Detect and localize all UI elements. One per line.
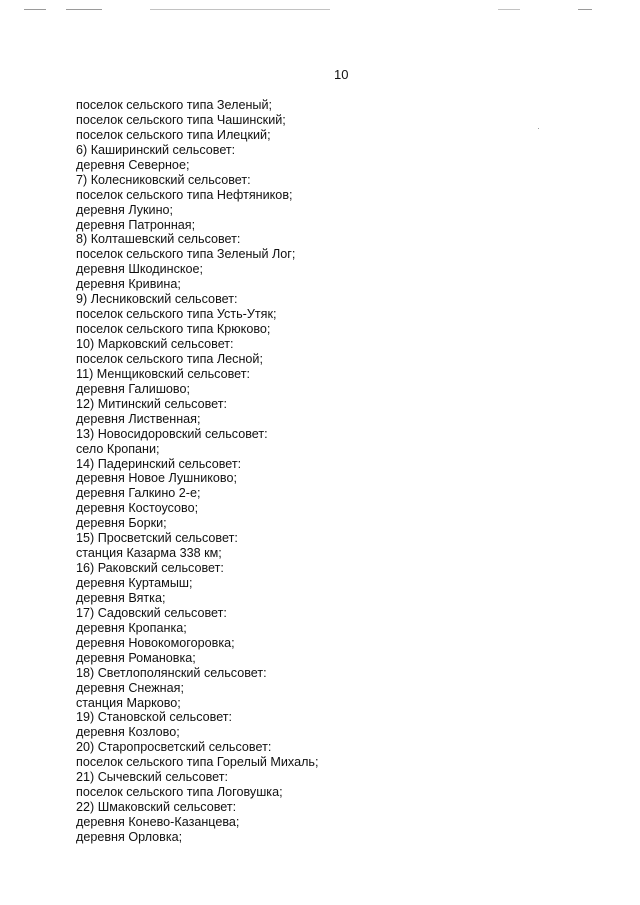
- text-line: 7) Колесниковский сельсовет:: [76, 172, 251, 187]
- text-line: 17) Садовский сельсовет:: [76, 605, 227, 620]
- text-line: 16) Раковский сельсовет:: [76, 561, 224, 576]
- text-line: 18) Светлополянский сельсовет:: [76, 665, 267, 680]
- text-line: деревня Северное;: [76, 157, 190, 172]
- text-line: деревня Новокомогоровка;: [76, 635, 235, 650]
- text-line: 13) Новосидоровский сельсовет:: [76, 426, 268, 441]
- text-line: поселок сельского типа Горелый Михаль;: [76, 755, 319, 770]
- text-line: 21) Сычевский сельсовет:: [76, 770, 228, 785]
- text-line: деревня Конево-Казанцева;: [76, 815, 240, 829]
- text-line: станция Казарма 338 км;: [76, 546, 222, 561]
- text-line: 22) Шмаковский сельсовет:: [76, 800, 237, 815]
- text-line: поселок сельского типа Логовушка;: [76, 785, 283, 800]
- text-line: деревня Галишово;: [76, 381, 190, 396]
- text-line: деревня Кривина;: [76, 277, 181, 292]
- text-line: деревня Орловка;: [76, 829, 183, 844]
- scan-artifact: [578, 9, 592, 10]
- text-line: 12) Митинский сельсовет:: [76, 396, 227, 411]
- text-line: деревня Снежная;: [76, 680, 184, 695]
- text-line: 14) Падеринский сельсовет:: [76, 456, 242, 471]
- scan-artifact: [150, 9, 330, 10]
- scan-artifact: [498, 9, 520, 10]
- text-line: 6) Каширинский сельсовет:: [76, 142, 236, 157]
- text-line: деревня Борки;: [76, 516, 167, 531]
- text-line: деревня Новое Лушниково;: [76, 471, 237, 486]
- text-line: поселок сельского типа Илецкий;: [76, 127, 271, 142]
- text-line: деревня Шкодинское;: [76, 262, 204, 277]
- text-line: деревня Патронная;: [76, 217, 196, 232]
- text-line: 10) Марковский сельсовет:: [76, 337, 234, 351]
- text-line: деревня Костоусово;: [76, 501, 199, 516]
- page-number: 10: [334, 67, 349, 82]
- text-line: 11) Менщиковский сельсовет:: [76, 366, 250, 381]
- text-line: село Кропани;: [76, 441, 160, 456]
- text-line: поселок сельского типа Зеленый;: [76, 98, 272, 112]
- scan-artifact: [66, 9, 102, 10]
- text-line: поселок сельского типа Зеленый Лог;: [76, 247, 296, 262]
- text-line: 19) Становской сельсовет:: [76, 710, 233, 725]
- text-line: деревня Лиственная;: [76, 411, 201, 426]
- text-line: деревня Лукино;: [76, 202, 174, 217]
- text-line: деревня Козлово;: [76, 725, 180, 740]
- text-line: поселок сельского типа Усть-Утяк;: [76, 307, 277, 322]
- text-line: деревня Романовка;: [76, 650, 196, 665]
- text-line: станция Марково;: [76, 695, 181, 710]
- text-line: деревня Кропанка;: [76, 620, 187, 635]
- text-line: 20) Старопросветский сельсовет:: [76, 740, 272, 755]
- text-line: деревня Куртамыш;: [76, 576, 193, 590]
- text-line: 15) Просветский сельсовет:: [76, 531, 238, 546]
- text-line: поселок сельского типа Чашинский;: [76, 112, 286, 127]
- text-line: 8) Колташевский сельсовет:: [76, 232, 241, 247]
- text-line: поселок сельского типа Лесной;: [76, 351, 263, 366]
- text-line: поселок сельского типа Нефтяников;: [76, 187, 293, 202]
- text-line: деревня Вятка;: [76, 590, 166, 605]
- text-line: деревня Галкино 2-е;: [76, 486, 201, 501]
- document-body: [76, 98, 596, 845]
- scan-artifact: [24, 9, 46, 10]
- text-line: 9) Лесниковский сельсовет:: [76, 292, 238, 307]
- text-line: поселок сельского типа Крюково;: [76, 322, 271, 337]
